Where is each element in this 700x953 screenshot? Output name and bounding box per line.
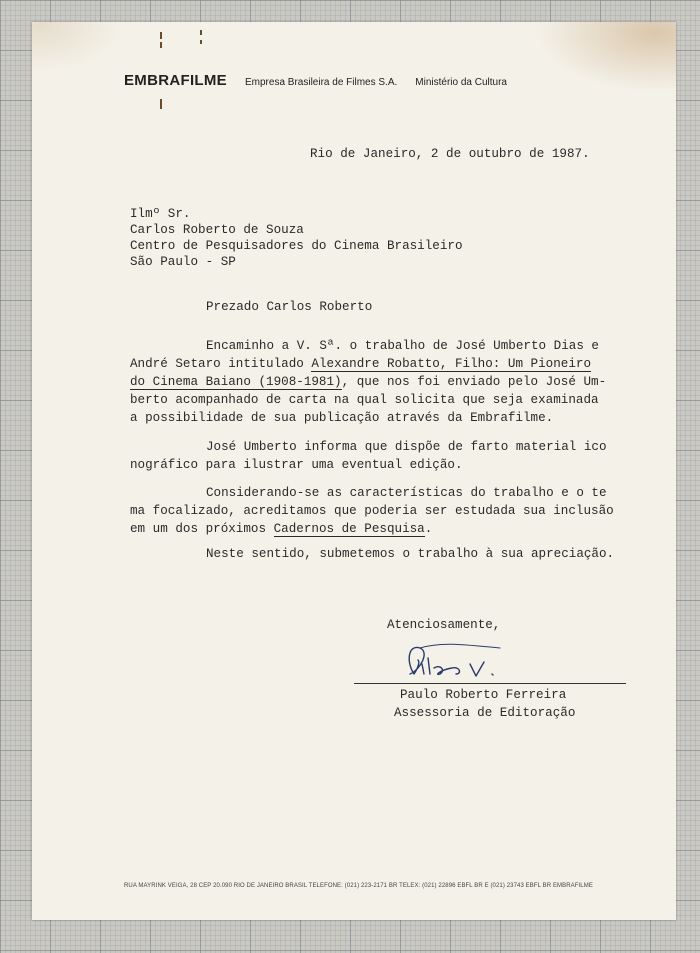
paragraph-line: em um dos próximos Cadernos de Pesquisa. — [130, 522, 433, 536]
fold-mark — [160, 32, 162, 39]
fold-mark — [160, 42, 162, 48]
paragraph-line: berto acompanhado de carta na qual solicita que seja examinada — [130, 393, 599, 407]
fold-mark — [200, 40, 202, 44]
paragraph-line: do Cinema Baiano (1908-1981), que nos foi enviado pelo José Um- — [130, 375, 607, 389]
closing: Atenciosamente, — [387, 618, 501, 632]
fold-mark — [200, 30, 202, 35]
paragraph-line: Considerando-se as características do trabalho e o te — [206, 486, 607, 500]
paragraph-line: Neste sentido, submetemos o trabalho à sua apreciação. — [206, 547, 615, 561]
recipient-name: Carlos Roberto de Souza — [130, 223, 304, 237]
recipient-city: São Paulo - SP — [130, 255, 236, 269]
fold-mark — [160, 99, 162, 109]
signature — [400, 634, 520, 686]
letter-sheet — [32, 22, 676, 920]
company-name: Empresa Brasileira de Filmes S.A. — [245, 77, 398, 88]
series-title: Cadernos de Pesquisa — [273, 522, 425, 536]
letterhead — [124, 72, 507, 90]
recipient-title: Ilmº Sr. — [130, 207, 191, 221]
paragraph-line: nográfico para ilustrar uma eventual edição. — [130, 458, 463, 472]
work-title: do Cinema Baiano (1908-1981) — [130, 375, 342, 389]
recipient-organization: Centro de Pesquisadores do Cinema Brasileiro — [130, 239, 463, 253]
work-title: Alexandre Robatto, Filho: Um Pioneiro — [311, 357, 592, 371]
paragraph-line: André Setaro intitulado Alexandre Robatto, Filho: Um Pioneiro — [130, 357, 592, 371]
paper-stain — [32, 22, 122, 72]
paragraph-line: a possibilidade de sua publicação através da Embrafilme. — [130, 411, 554, 425]
signature-line — [354, 683, 626, 684]
ministry-name: Ministério da Cultura — [415, 77, 507, 88]
paragraph-line: ma focalizado, acreditamos que poderia ser estudada sua inclusão — [130, 504, 614, 518]
date-line: Rio de Janeiro, 2 de outubro de 1987. — [310, 147, 590, 161]
signer-role: Assessoria de Editoração — [394, 706, 576, 720]
paragraph-line: Encaminho a V. Sª. o trabalho de José Umberto Dias e — [206, 339, 599, 353]
paper-stain — [536, 22, 676, 92]
greeting: Prezado Carlos Roberto — [206, 300, 373, 314]
footer-address: RUA MAYRINK VEIGA, 28 CEP 20.090 RIO DE JANEIRO BRASIL TELEFONE: (021) 223-2171 BR TELEX: (021) 22896 EBFL BR E (021) 23743 EBFL BR EMBRAFILME — [124, 883, 593, 889]
signer-name: Paulo Roberto Ferreira — [400, 688, 567, 702]
brand-name: EMBRAFILME — [124, 72, 227, 89]
paragraph-line: José Umberto informa que dispõe de farto material ico — [206, 440, 607, 454]
